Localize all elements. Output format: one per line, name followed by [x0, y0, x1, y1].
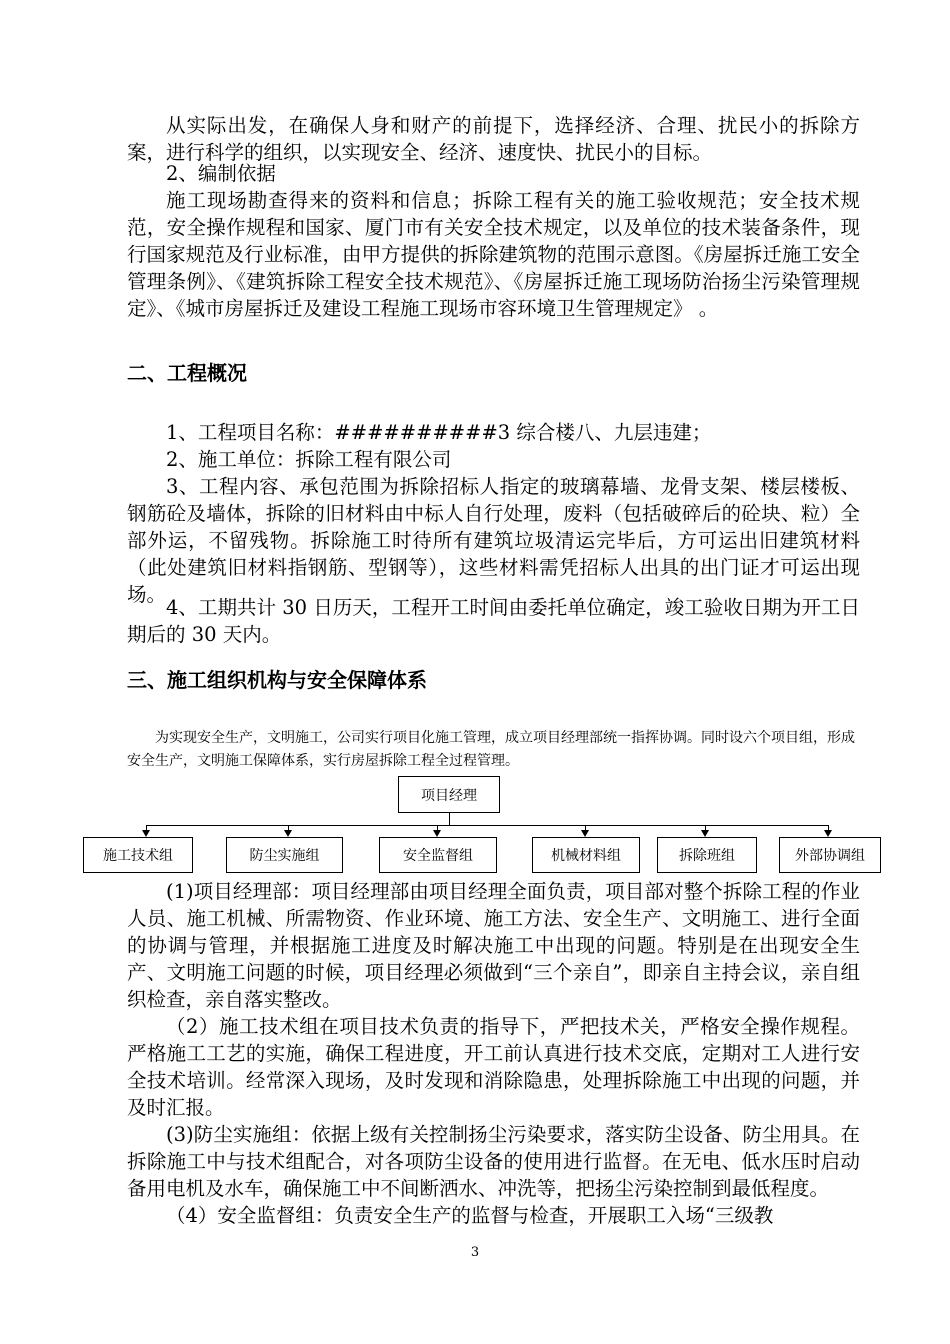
org-box-machinery: 机械材料组 — [532, 837, 640, 873]
paragraph-basis: 施工现场勘查得来的资料和信息；拆除工程有关的施工验收规范；安全技术规范，安全操作规程和国家、厦门市有关安全技术规定，以及单位的技术装备条件，现行国家规范及行业标准，由甲方提供的拆除建筑物的范围示意图。《房屋拆迁施工安全管理条例》、《建筑拆除工程安全技术规范》、《房屋拆迁施工现场防治扬尘污染管理规定》、《城市房屋拆迁及建设工程施工现场市容环境卫生管理规定》 。 — [127, 189, 860, 320]
basis-heading: 2、编制依据 — [166, 162, 276, 185]
section-heading-organization: 三、施工组织机构与安全保障体系 — [127, 668, 427, 692]
section-heading-overview: 二、工程概况 — [127, 361, 247, 385]
org-box-safety: 安全监督组 — [379, 837, 497, 873]
org-box-tech: 施工技术组 — [83, 837, 193, 873]
arrow-down-icon — [142, 830, 150, 837]
org-box-demolition: 拆除班组 — [657, 837, 757, 873]
org-connector-horizontal — [146, 825, 828, 826]
overview-item-2: 2、施工单位：拆除工程有限公司 — [166, 448, 452, 471]
overview-item-1: 1、工程项目名称：##########3 综合楼八、九层违建； — [166, 421, 712, 444]
org-connector-vertical — [449, 813, 450, 825]
overview-item-3: 3、工程内容、承包范围为拆除招标人指定的玻璃幕墙、龙骨支架、楼层楼板、钢筋砼及墙体，拆除的旧材料由中标人自行处理，废料（包括破碎后的砼块、粒）全部外运，不留残物。拆除施工时待所有建筑垃圾清运完毕后，方可运出旧建筑材料（此处建筑旧材料指钢筋、型钢等），这些材料需凭招标人出具的出门证才可运出现场。 — [127, 475, 860, 606]
page-number: 3 — [470, 1245, 480, 1260]
paragraph-principle: 从实际出发，在确保人身和财产的前提下，选择经济、合理、扰民小的拆除方案，进行科学的组织，以实现安全、经济、速度快、扰民小的目标。 — [127, 114, 860, 164]
arrow-down-icon — [701, 830, 709, 837]
arrow-down-icon — [824, 830, 832, 837]
paragraph-tech-group: （2）施工技术组在项目技术负责的指导下，严把技术关，严格安全操作规程。严格施工工艺的实施，确保工程进度，开工前认真进行技术交底，定期对工人进行安全技术培训。经常深入现场，及时发现和消除隐患，处理拆除施工中出现的问题，并及时汇报。 — [127, 1015, 860, 1119]
org-box-external: 外部协调组 — [779, 837, 881, 873]
paragraph-safety-group: （4）安全监督组：负责安全生产的监督与检查，开展职工入场“三级教 — [166, 1204, 774, 1227]
paragraph-dust-group: (3)防尘实施组：依据上级有关控制扬尘污染要求，落实防尘设备、防尘用具。在拆除施工中与技术组配合，对各项防尘设备的使用进行监督。在无电、低水压时启动备用电机及水车，确保施工中不间断洒水、冲洗等，把扬尘污染控制到最低程度。 — [127, 1123, 860, 1200]
org-box-dust: 防尘实施组 — [226, 837, 343, 873]
organization-intro: 为实现安全生产，文明施工，公司实行项目化施工管理，成立项目经理部统一指挥协调。同时设六个项目组，形成安全生产，文明施工保障体系，实行房屋拆除工程全过程管理。 — [127, 730, 855, 769]
arrow-down-icon — [284, 830, 292, 837]
arrow-down-icon — [581, 830, 589, 837]
arrow-down-icon — [433, 830, 441, 837]
org-root-box: 项目经理 — [398, 776, 500, 813]
overview-item-4: 4、工期共计 30 日历天，工程开工时间由委托单位确定，竣工验收日期为开工日期后的 30 天内。 — [127, 596, 860, 646]
paragraph-project-manager: (1)项目经理部：项目经理部由项目经理全面负责，项目部对整个拆除工程的作业人员、施工机械、所需物资、作业环境、施工方法、安全生产、文明施工、进行全面的协调与管理，并根据施工进度及时解决施工中出现的问题。特别是在出现安全生产、文明施工问题的时候，项目经理必须做到“三个亲自”，即亲自主持会议，亲自组织检查，亲自落实整改。 — [127, 880, 860, 1011]
